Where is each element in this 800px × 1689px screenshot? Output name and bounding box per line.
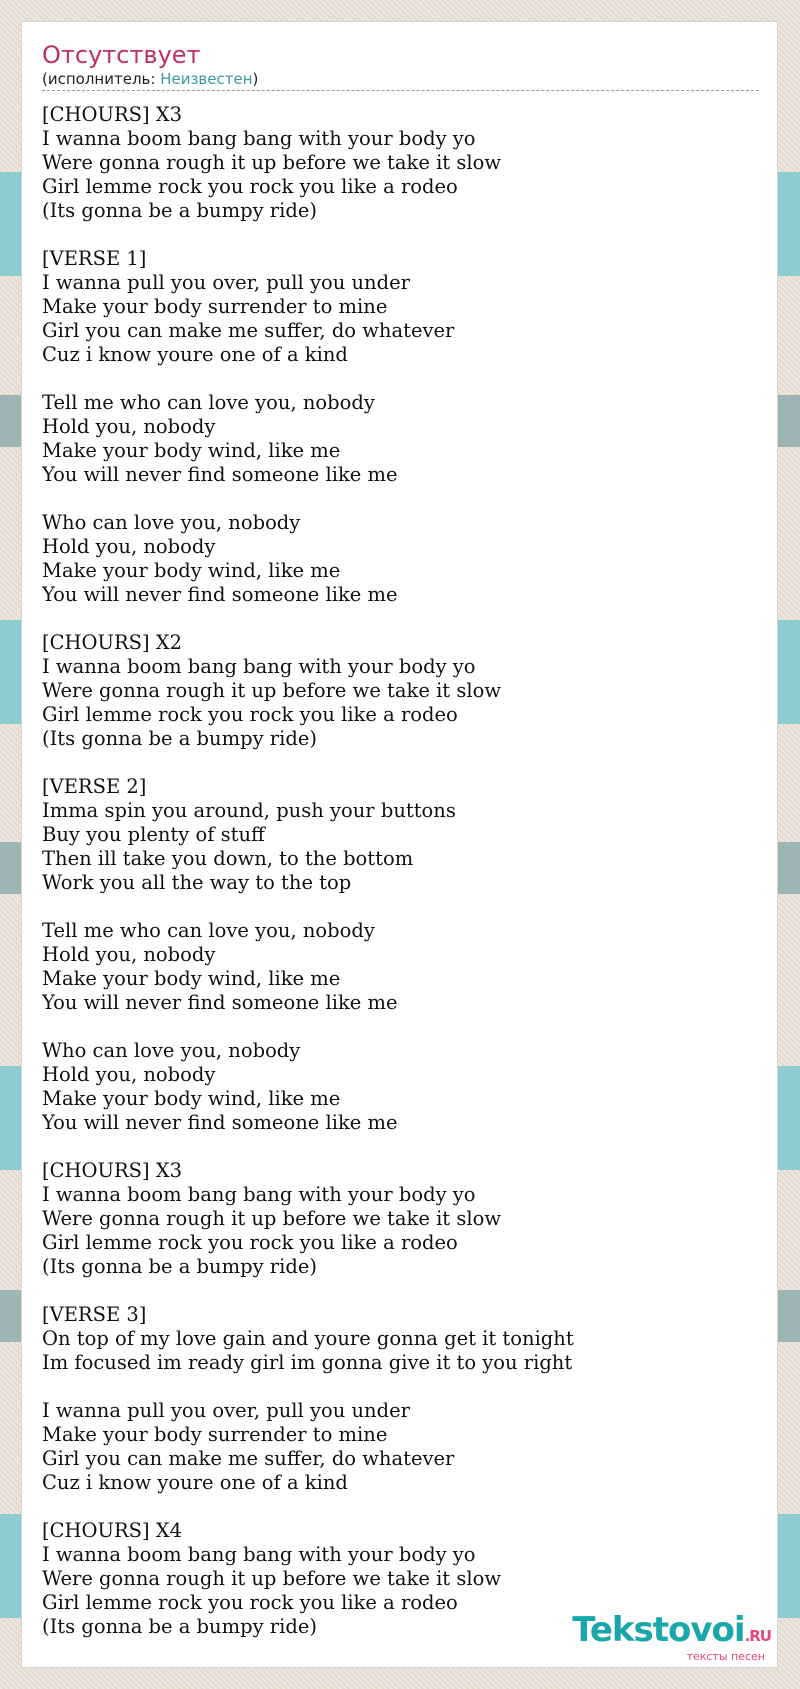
blank-line [42,1375,759,1399]
lyric-line: Girl you can make me suffer, do whatever [42,1447,455,1470]
lyric-line: [CHOURS] X3 [42,103,183,126]
artist-line [42,70,759,88]
lyric-line: Tell me who can love you, nobody [42,919,375,942]
lyric-line: Then ill take you down, to the bottom [42,847,414,870]
lyric-line: Girl you can make me suffer, do whatever [42,319,455,342]
artist-link[interactable]: Неизвестен [160,70,253,88]
lyric-line: I wanna pull you over, pull you under [42,271,410,294]
lyric-line: [CHOURS] X2 [42,631,183,654]
lyric-line: Make your body surrender to mine [42,1423,388,1446]
lyric-line: [VERSE 2] [42,775,147,798]
lyric-line: You will never find someone like me [42,583,398,606]
blank-line [42,487,759,511]
lyric-line: Who can love you, nobody [42,511,301,534]
blank-line [42,751,759,775]
lyric-line: Girl lemme rock you rock you like a rodeo [42,703,458,726]
lyric-line: Hold you, nobody [42,1063,216,1086]
blank-line [42,1279,759,1303]
lyric-line: Who can love you, nobody [42,1039,301,1062]
song-title: Отсутствует [42,41,201,69]
song-header [42,40,759,88]
lyric-line: Girl lemme rock you rock you like a rodeo [42,1231,458,1254]
lyrics-text [42,103,759,1639]
lyric-line: I wanna boom bang bang with your body yo [42,655,476,678]
lyric-line: You will never find someone like me [42,991,398,1014]
lyric-line: Girl lemme rock you rock you like a rodeo [42,175,458,198]
blank-line [42,607,759,631]
blank-line [42,895,759,919]
lyric-line: I wanna boom bang bang with your body yo [42,1543,476,1566]
lyric-line: Make your body wind, like me [42,967,341,990]
lyric-line: You will never find someone like me [42,463,398,486]
lyric-line: [CHOURS] X4 [42,1519,183,1542]
lyric-line: I wanna pull you over, pull you under [42,1399,410,1422]
lyric-line: Buy you plenty of stuff [42,823,265,846]
blank-line [42,223,759,247]
lyric-line: Were gonna rough it up before we take it slow [42,1207,502,1230]
lyric-line: Tell me who can love you, nobody [42,391,375,414]
lyric-line: Cuz i know youre one of a kind [42,1471,348,1494]
header-divider [42,90,759,91]
lyric-line: Were gonna rough it up before we take it slow [42,151,502,174]
logo-tagline: тексты песен [686,1650,765,1663]
lyric-line: (Its gonna be a bumpy ride) [42,199,317,222]
lyric-line: Imma spin you around, push your buttons [42,799,456,822]
logo-name: Tekstovoi [572,1610,745,1650]
lyric-line: [CHOURS] X3 [42,1159,183,1182]
lyric-line: Hold you, nobody [42,943,216,966]
lyric-line: Hold you, nobody [42,535,216,558]
lyric-line: On top of my love gain and youre gonna get it tonight [42,1327,574,1350]
lyric-line: Im focused im ready girl im gonna give it to you right [42,1351,573,1374]
lyric-line: Make your body surrender to mine [42,295,388,318]
lyric-line: I wanna boom bang bang with your body yo [42,1183,476,1206]
lyric-line: (Its gonna be a bumpy ride) [42,727,317,750]
lyric-line: Make your body wind, like me [42,439,341,462]
lyric-line: Make your body wind, like me [42,559,341,582]
lyric-line: Hold you, nobody [42,415,216,438]
blank-line [42,1135,759,1159]
logo-tld: .RU [744,1627,771,1645]
site-logo[interactable] [572,1612,771,1663]
lyric-line: (Its gonna be a bumpy ride) [42,1615,317,1638]
blank-line [42,367,759,391]
lyric-line: Were gonna rough it up before we take it slow [42,1567,502,1590]
lyric-line: Work you all the way to the top [42,871,352,894]
lyric-line: Cuz i know youre one of a kind [42,343,348,366]
artist-suffix: ) [252,70,259,88]
blank-line [42,1495,759,1519]
lyric-line: Were gonna rough it up before we take it slow [42,679,502,702]
lyric-line: [VERSE 1] [42,247,147,270]
lyric-line: I wanna boom bang bang with your body yo [42,127,476,150]
blank-line [42,1015,759,1039]
lyric-line: Girl lemme rock you rock you like a rodeo [42,1591,458,1614]
lyrics-card [21,21,778,1668]
lyric-line: [VERSE 3] [42,1303,147,1326]
lyric-line: (Its gonna be a bumpy ride) [42,1255,317,1278]
lyric-line: You will never find someone like me [42,1111,398,1134]
lyric-line: Make your body wind, like me [42,1087,341,1110]
artist-prefix: (исполнитель: [42,70,161,88]
